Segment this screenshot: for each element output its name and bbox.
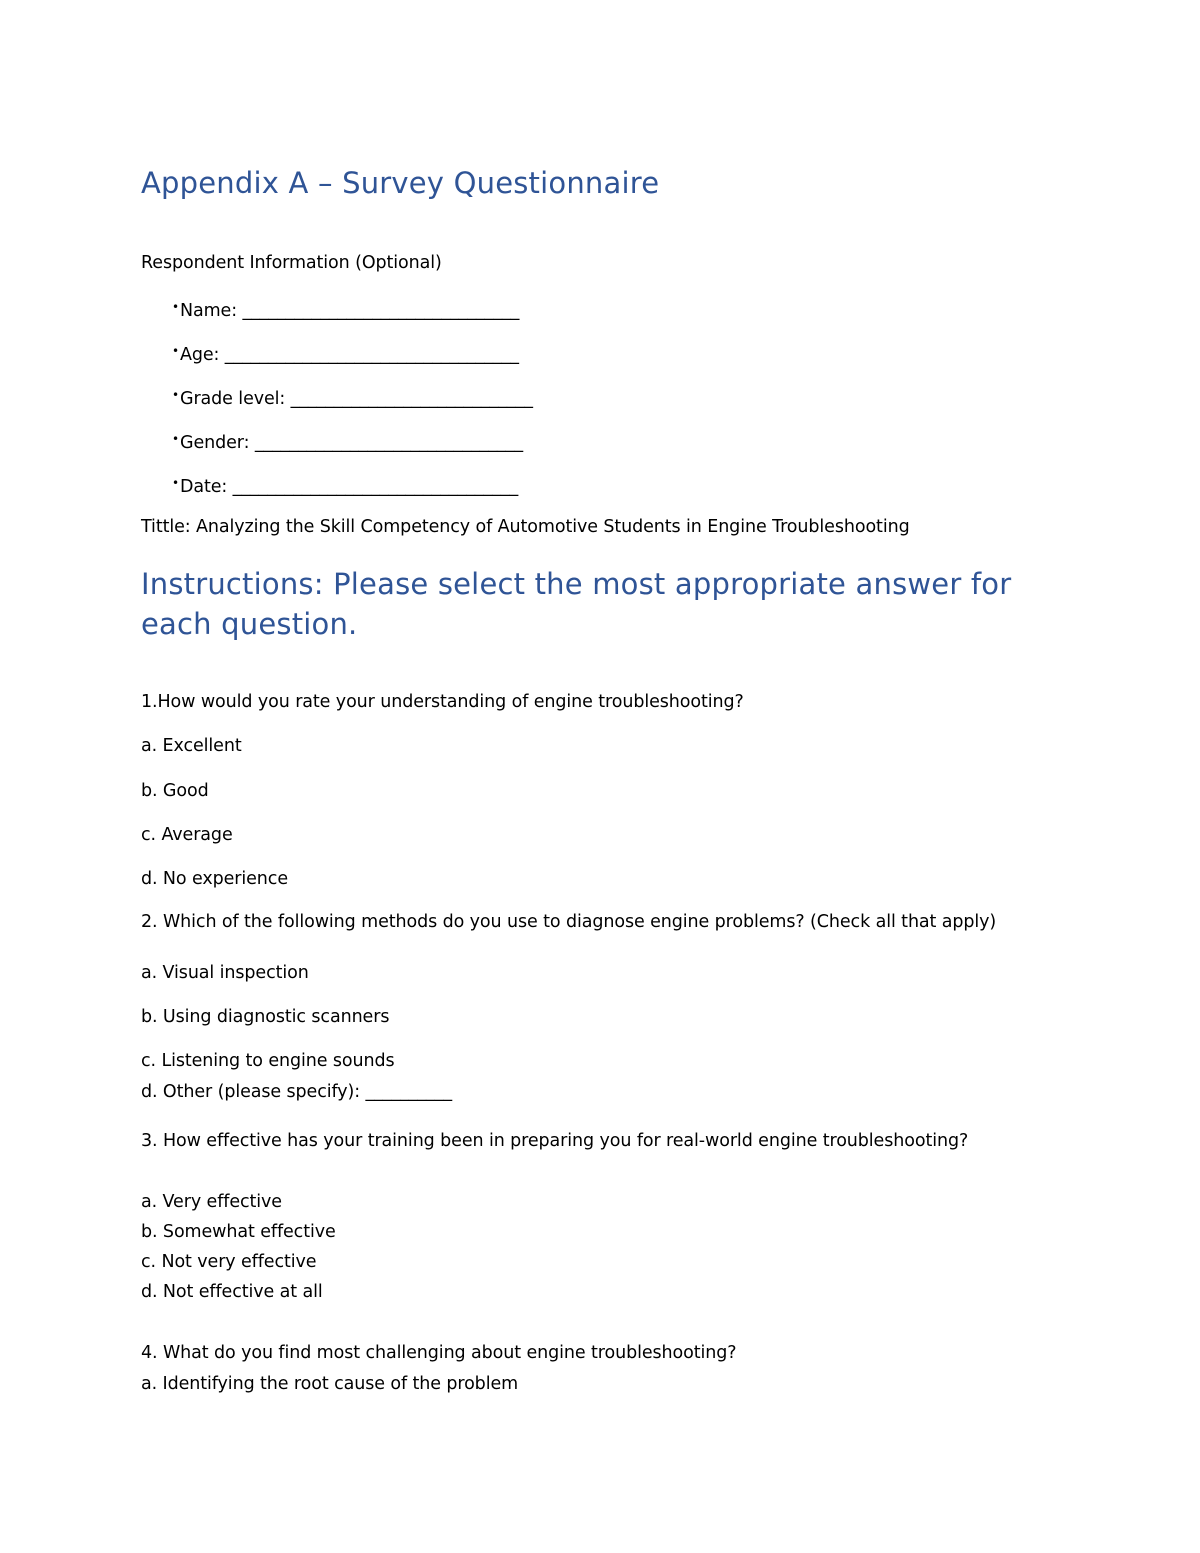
question-3-option-d: d. Not effective at all [141, 1282, 323, 1302]
field-age-text: Age: __________________________________ [179, 345, 519, 365]
question-1-option-d: d. No experience [141, 869, 288, 889]
question-3: 3. How effective has your training been in preparing you for real-world engine troubleshooting? [141, 1131, 969, 1151]
question-2-option-b: b. Using diagnostic scanners [141, 1007, 390, 1027]
bullet-icon: • [172, 300, 179, 314]
field-grade-level-text: Grade level: ____________________________ [179, 389, 533, 409]
question-3-option-b: b. Somewhat effective [141, 1222, 336, 1242]
question-4-option-a: a. Identifying the root cause of the problem [141, 1374, 519, 1394]
bullet-icon: • [172, 344, 179, 358]
field-grade-level [172, 384, 533, 410]
field-date-text: Date: _________________________________ [179, 477, 519, 497]
field-date [172, 472, 518, 498]
instructions-heading: Instructions: Please select the most appropriate answer for each question. [141, 567, 1012, 641]
question-2-option-c: c. Listening to engine sounds [141, 1051, 395, 1071]
question-2: 2. Which of the following methods do you use to diagnose engine problems? (Check all that apply) [141, 912, 997, 932]
bullet-icon: • [172, 476, 179, 490]
question-4: 4. What do you find most challenging about engine troubleshooting? [141, 1343, 737, 1363]
bullet-icon: • [172, 432, 179, 446]
question-1: 1.How would you rate your understanding of engine troubleshooting? [141, 692, 744, 712]
field-age [172, 340, 519, 366]
field-name [172, 296, 519, 322]
bullet-icon: • [172, 388, 179, 402]
question-3-option-c: c. Not very effective [141, 1252, 317, 1272]
question-1-option-a: a. Excellent [141, 736, 242, 756]
question-1-option-b: b. Good [141, 781, 209, 801]
question-2-option-a: a. Visual inspection [141, 963, 309, 983]
field-gender [172, 428, 523, 454]
field-name-text: Name: ________________________________ [179, 301, 520, 321]
respondent-heading: Respondent Information (Optional) [141, 253, 442, 273]
question-1-option-c: c. Average [141, 825, 233, 845]
field-gender-text: Gender: _______________________________ [179, 433, 523, 453]
question-3-option-a: a. Very effective [141, 1192, 282, 1212]
question-2-option-d: d. Other (please specify): __________ [141, 1082, 452, 1102]
page-title: Appendix A – Survey Questionnaire [141, 166, 660, 200]
tittle-line: Tittle: Analyzing the Skill Competency of Automotive Students in Engine Troubleshooting [141, 517, 910, 537]
